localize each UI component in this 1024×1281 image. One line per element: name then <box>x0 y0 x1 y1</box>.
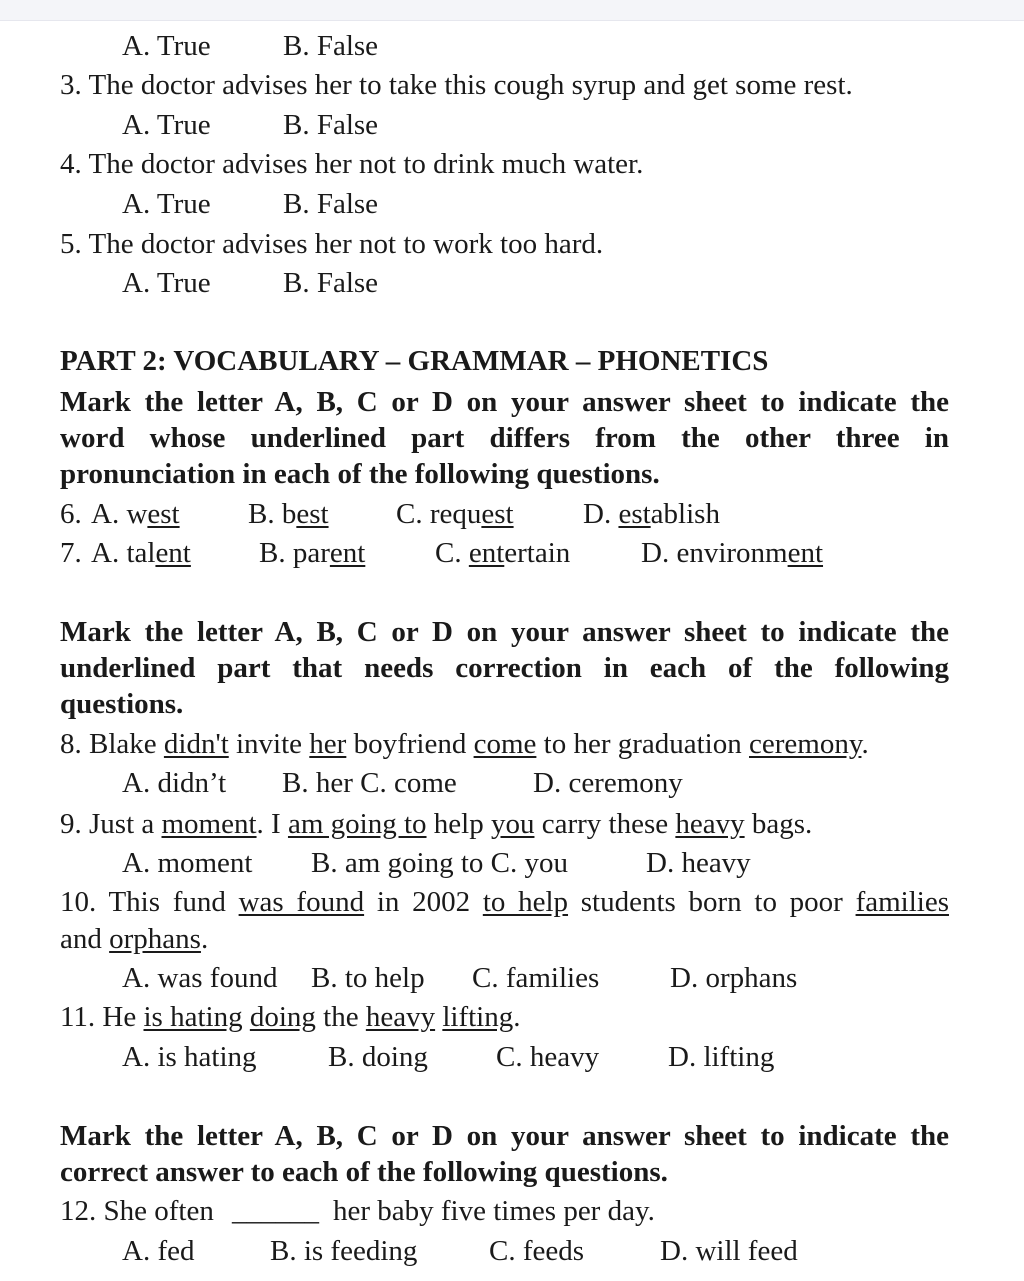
question-4 <box>60 146 643 182</box>
q12-stem: 12. She often <box>60 1195 214 1227</box>
question-text: The doctor advises her not to work too hard. <box>88 228 604 260</box>
q8-option-d: D. ceremony <box>533 767 683 799</box>
question-number: 3. <box>60 69 82 101</box>
question-text: The doctor advises her not to drink much water. <box>88 148 644 180</box>
q7-option-d: D. environment <box>641 537 824 569</box>
q4-option-b: B. False <box>283 188 379 220</box>
question-10-line-1: 10. This fund was found in 2002 to help students born to poor families <box>60 886 949 918</box>
q10-option-a: A. was found <box>122 962 278 994</box>
q7-option-b: B. parent <box>259 537 366 569</box>
q5-option-b: B. False <box>283 267 379 299</box>
question-text: The doctor advises her to take this cough syrup and get some rest. <box>88 69 853 101</box>
q2-option-b: B. False <box>283 30 379 62</box>
viewer-top-bar <box>0 0 1024 21</box>
q12-stem-end: her baby five times per day. <box>333 1195 655 1227</box>
question-3 <box>60 67 853 103</box>
instruction-3-line-1: Mark the letter A, B, C or D on your answer sheet to indicate the <box>60 1120 949 1152</box>
instruction-1-line-3: pronunciation in each of the following questions. <box>60 458 660 490</box>
instruction-1-line-2: word whose underlined part differs from the other three in <box>60 422 949 454</box>
q6-option-b: B. best <box>248 498 329 530</box>
q4-option-a: A. True <box>122 188 211 220</box>
q6-option-a: A. west <box>91 498 180 530</box>
q11-option-c: C. heavy <box>496 1041 600 1073</box>
q5-option-a: A. True <box>122 267 211 299</box>
instruction-2-line-2: underlined part that needs correction in each of the following <box>60 652 949 684</box>
question-10-line-2: and orphans. <box>60 923 209 955</box>
q7-number: 7. <box>60 537 82 569</box>
q11-option-b: B. doing <box>328 1041 428 1073</box>
part-2-heading: PART 2: VOCABULARY – GRAMMAR – PHONETICS <box>60 345 769 377</box>
q12-option-a: A. fed <box>122 1235 195 1267</box>
q8-option-a: A. didn’t <box>122 767 227 799</box>
q9-option-b-c: B. am going to C. you <box>311 847 568 879</box>
q10-option-c: C. families <box>472 962 600 994</box>
q12-option-b: B. is feeding <box>270 1235 418 1267</box>
q11-option-d: D. lifting <box>668 1041 775 1073</box>
q12-option-d: D. will feed <box>660 1235 798 1267</box>
q2-option-a: A. True <box>122 30 211 62</box>
question-11: 11. He is hating doing the heavy lifting. <box>60 1001 521 1033</box>
q6-option-c: C. request <box>396 498 514 530</box>
q3-option-a: A. True <box>122 109 211 141</box>
q6-number: 6. <box>60 498 82 530</box>
q6-option-d: D. establish <box>583 498 720 530</box>
instruction-3-line-2: correct answer to each of the following questions. <box>60 1156 668 1188</box>
q8-option-b-c: B. her C. come <box>282 767 457 799</box>
instruction-2-line-3: questions. <box>60 688 184 720</box>
question-8: 8. Blake didn't invite her boyfriend come to her graduation ceremony. <box>60 728 869 760</box>
q12-option-c: C. feeds <box>489 1235 585 1267</box>
question-5 <box>60 226 603 262</box>
q7-option-a: A. talent <box>91 537 191 569</box>
instruction-2-line-1: Mark the letter A, B, C or D on your answer sheet to indicate the <box>60 616 949 648</box>
question-number: 4. <box>60 148 82 180</box>
q11-option-a: A. is hating <box>122 1041 257 1073</box>
q9-option-a: A. moment <box>122 847 253 879</box>
question-9: 9. Just a moment. I am going to help you carry these heavy bags. <box>60 808 813 840</box>
q12-blank: ______ <box>232 1195 319 1227</box>
q10-option-d: D. orphans <box>670 962 798 994</box>
q9-option-d: D. heavy <box>646 847 751 879</box>
q10-option-b: B. to help <box>311 962 425 994</box>
q3-option-b: B. False <box>283 109 379 141</box>
q7-option-c: C. entertain <box>435 537 571 569</box>
instruction-1-line-1: Mark the letter A, B, C or D on your answer sheet to indicate the <box>60 386 949 418</box>
question-number: 5. <box>60 228 82 260</box>
